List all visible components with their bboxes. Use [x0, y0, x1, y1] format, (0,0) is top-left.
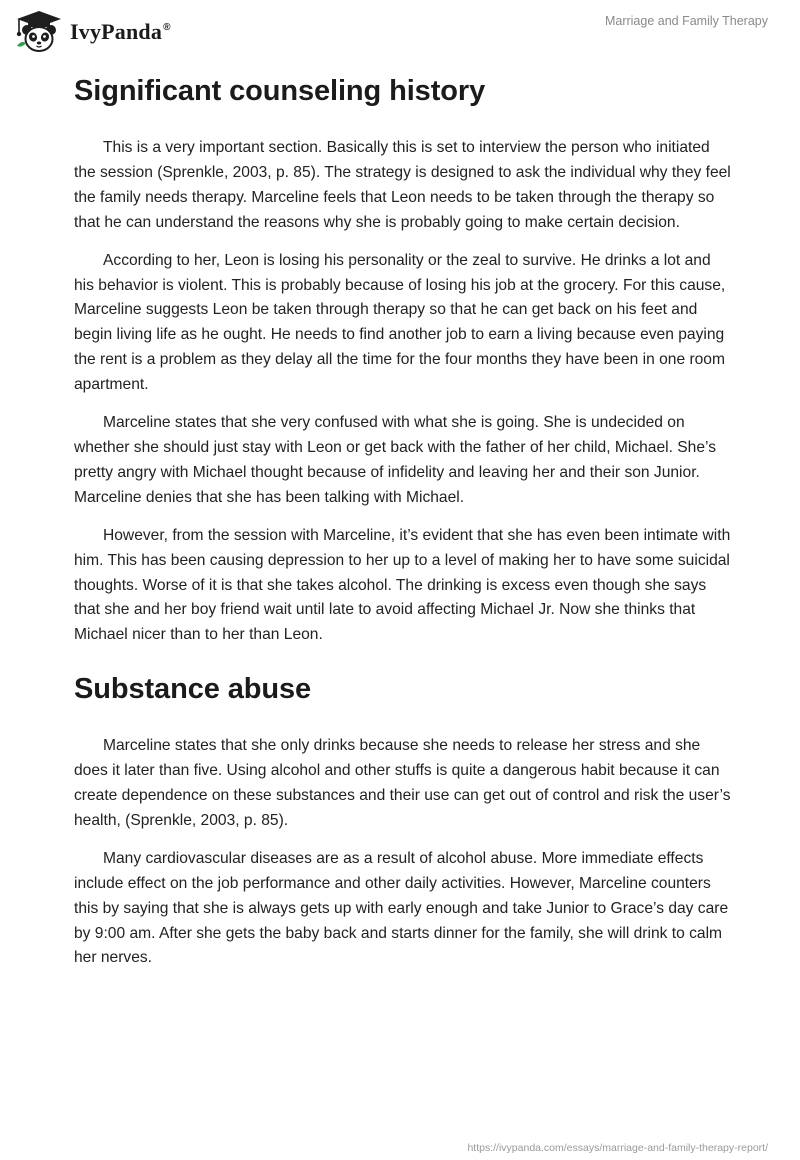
paragraph: Marceline states that she only drinks because she needs to release her stress and she does it later than five. Using alcohol and other stuffs is quite a dangerous habit because it can create dependence on these substances and their use can get out of control and risk the user’s health, (Sprenkle, 2003, p. 85). — [74, 737, 731, 829]
panda-graduate-icon — [14, 8, 64, 54]
paragraph: This is a very important section. Basically this is set to interview the person who initiated the session (Sprenkle, 2003, p. 85). The strategy is designed to ask the individual why they feel the family needs therapy. Marceline feels that Leon needs to be taken through the therapy so that he can understand the reasons why she is probably going to make certain decision. — [74, 139, 731, 231]
paragraph: According to her, Leon is losing his personality or the zeal to survive. He drinks a lot and his behavior is violent. This is probably because of losing his job at the grocery. For this cause, Marceline suggests Leon be taken through therapy so that he can get back on his feet and begin living life as he ought. He needs to find another job to earn a living because even paying the rent is a problem as they delay all the time for the four months they have been in one room apartment. — [74, 251, 726, 394]
page-header — [0, 0, 800, 60]
article-body — [74, 70, 734, 984]
ivypanda-logo[interactable] — [14, 8, 171, 54]
paragraph: Marceline states that she very confused with what she is going. She is undecided on whether she should just stay with Leon or get back with the father of her child, Michael. She’s pretty angry with Michael thought because of infidelity and leaving her and their son Junior. Marceline denies that she has been talking with Michael. — [74, 414, 717, 506]
logo-wordmark: IvyPanda® — [70, 19, 171, 44]
section-heading-counseling-history: Significant counseling history — [74, 75, 486, 107]
source-url[interactable]: https://ivypanda.com/essays/marriage-and-family-therapy-report/ — [467, 1142, 768, 1154]
paragraph: Many cardiovascular diseases are as a result of alcohol abuse. More immediate effects include effect on the job performance and other daily activities. However, Marceline counters this by saying that she is always gets up with early enough and take Junior to Grace’s day care by 9:00 am. After she gets the baby back and starts dinner for the family, she will drink to calm her nerves. — [74, 849, 729, 967]
document-title: Marriage and Family Therapy — [604, 14, 768, 28]
paragraph: However, from the session with Marceline, it’s evident that she has even been intimate with him. This has been causing depression to her up to a level of making her to have some suicidal thoughts. Worse of it is that she takes alcohol. The drinking is excess even though she says that she and her boy friend wait until late to avoid affecting Michael Jr. Now she thinks that Michael nicer than to her than Leon. — [74, 526, 731, 644]
section-heading-substance-abuse: Substance abuse — [74, 673, 312, 706]
